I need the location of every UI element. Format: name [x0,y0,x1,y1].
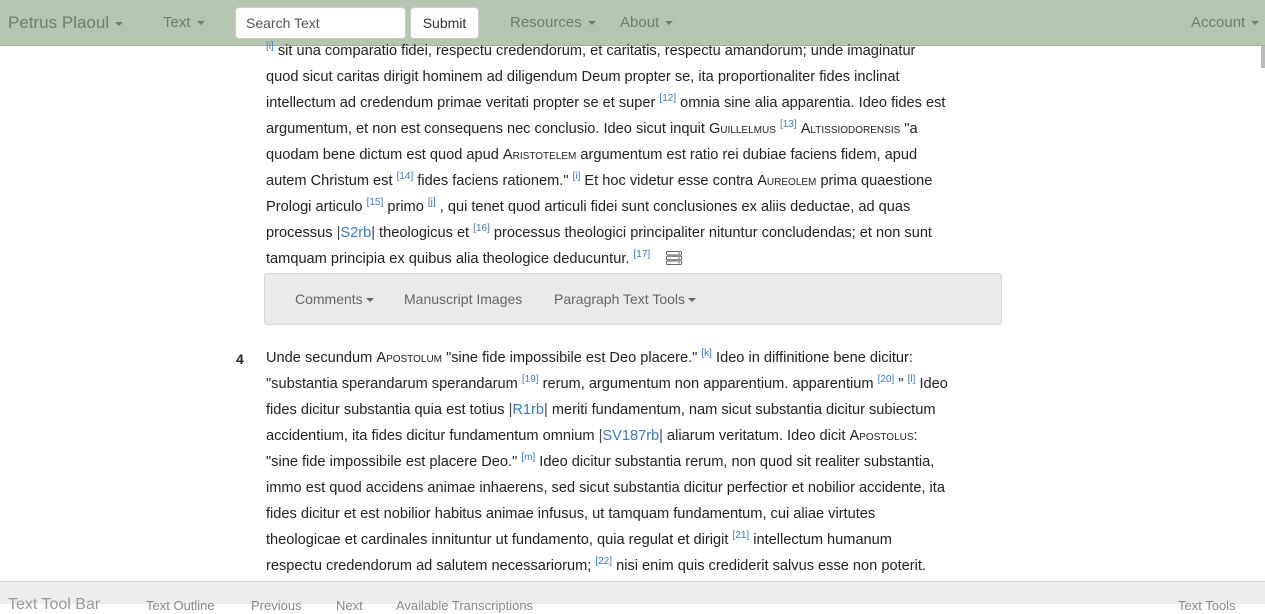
text-run: fides dicitur et est nobilior habitus animae infusus, ut tamquam fundamentum, cui aliae virtutes [266,506,876,522]
text-outline-link[interactable]: Text Outline [146,598,215,613]
footnote-marker[interactable]: [l] [907,374,916,385]
text-run: theologicus et [375,225,474,241]
chevron-down-icon [665,21,673,25]
para3-line-3 [266,90,1000,116]
chevron-down-icon [688,298,696,302]
text-run: Ideo [915,376,948,392]
footnote-marker[interactable]: [14] [396,171,414,182]
chevron-down-icon [1251,21,1259,25]
para4-line-2 [266,371,1000,397]
manuscript-images-label: Manuscript Images [404,291,523,307]
footnote-marker[interactable]: [i] [572,171,581,182]
person-name: Altissiodorensis [800,121,901,137]
manuscript-folio-link[interactable]: R1rb [512,402,544,418]
para3-line-6 [266,168,1000,194]
text-run: prima quaestione [816,173,933,189]
account-menu-label: Account [1191,14,1246,31]
text-menu[interactable] [163,14,205,31]
para4-line-6 [266,475,1000,501]
text-run: : [913,428,918,444]
text-run: Prologi articulo [266,199,367,215]
search-input[interactable] [235,7,406,39]
text-run: quod sicut caritas dirigit hominem ad diligendum Deum propter se, ita proportionaliter fides inclinat [266,69,900,85]
text-run: argumentum, et non est consequens nec conclusio. Ideo sicut inquit [266,121,709,137]
person-name: Guillelmus [708,121,776,137]
paragraph-3 [266,38,1000,272]
about-menu[interactable] [620,14,673,31]
text-run: Unde secundum [266,350,377,366]
previous-link[interactable]: Previous [251,598,302,613]
manuscript-folio-link[interactable]: S2rb [340,225,372,241]
para3-line-2 [266,64,1000,90]
text-run: intellectum ad credendum primae veritati propter se et super [266,95,660,111]
text-run: "a [900,121,918,137]
para4-line-1 [266,345,1000,371]
text-run: immo est quod accidens animae inhaerens, sed sicut substantia dicitur perfectior et nobilior accidente, ita [266,480,945,496]
text-run: , qui tenet quod articuli fidei sunt conclusiones ex aliis deductae, ad quas [435,199,911,215]
footnote-marker[interactable]: [17] [633,249,651,260]
chevron-down-icon [115,22,123,26]
text-run: "substantia sperandarum sperandarum [266,376,522,392]
person-name: Apostolus [849,428,914,444]
text-run: intellectum humanum [749,532,892,548]
footnote-marker[interactable]: [21] [732,530,750,541]
footnote-marker[interactable]: [m] [521,452,536,463]
resources-menu-label: Resources [510,14,582,31]
text-run: meriti fundamentum, nam sicut substantia dicitur subiectum [547,402,936,418]
paragraph-4 [266,345,1000,579]
para3-line-1 [266,38,1000,64]
footnote-marker[interactable]: [12] [659,93,677,104]
available-transcriptions-link[interactable]: Available Transcriptions [396,598,534,613]
text-run: aliarum veritatum. Ideo dicit [662,428,850,444]
text-run: Et hoc videtur esse contra [580,173,758,189]
para4-line-3: fides dicitur substantia quia est totius |R1rb| meriti fundamentum, nam sicut substantia dicitur subiectum [266,402,936,418]
para3-line-4 [266,116,1000,142]
text-run: Ideo in diffinitione bene dicitur: [711,350,913,366]
text-tools-link[interactable]: Text Tools [1178,598,1236,613]
manuscript-images-link[interactable] [404,291,522,307]
chevron-down-icon [197,21,205,25]
para4-line-9 [266,553,1000,579]
text-run: fides dicitur substantia quia est totius [266,402,509,418]
text-run: argumentum est ratio rei dubiae faciens fidem, apud [576,147,918,163]
text-tool-bar [0,581,1265,613]
comments-label: Comments [295,291,363,307]
resources-menu[interactable] [510,14,596,31]
footnote-marker[interactable]: [15] [366,197,384,208]
scrollbar-thumb[interactable] [1261,46,1265,68]
text-run: nisi enim quis crediderit salvus esse non poterit. [612,558,926,574]
text-run: "sine fide impossibile est placere Deo." [266,454,522,470]
footnote-marker[interactable]: [19] [521,374,539,385]
account-menu[interactable] [1191,14,1259,31]
brand-label: Petrus Plaoul [8,13,110,32]
person-name: Aristotelem [502,147,577,163]
next-link[interactable]: Next [336,598,363,613]
footnote-marker[interactable]: [20] [877,374,895,385]
para3-line-8: processus |S2rb| theologicus et [16] processus theologici principaliter nituntur concludendas; et non sunt [266,223,932,241]
para4-line-8 [266,527,1000,553]
person-name: Aureolem [757,173,817,189]
manuscript-folio-link[interactable]: SV187rb [602,428,660,444]
para4-line-4: accidentium, ita fides dicitur fundamentum omnium |SV187rb| aliarum veritatum. Ideo dicit Apostolus: [266,428,918,444]
text-run: Ideo dicitur substantia rerum, non quod sit realiter substantia, [535,454,935,470]
brand-menu[interactable] [8,13,123,33]
paragraph-text-tools-dropdown[interactable] [554,291,696,307]
text-run: autem Christum est [266,173,397,189]
text-run: omnia sine alia apparentia. Ideo fides est [676,95,946,111]
text-run: quodam bene dictum est quod apud [266,147,503,163]
footnote-marker[interactable]: [13] [779,119,797,130]
comments-dropdown[interactable] [295,291,374,307]
para3-line-5 [266,142,1000,168]
para3-line-9 [266,246,1000,272]
server-stack-icon[interactable] [666,251,682,265]
para4-line-7 [266,501,1000,527]
footnote-marker[interactable]: [j] [427,197,436,208]
paragraph-number: 4 [236,351,244,367]
text-run: primo [383,199,428,215]
chevron-down-icon [588,21,596,25]
text-run: tamquam principia ex quibus alia theologice deducuntur. [266,251,634,267]
text-run: accidentium, ita fides dicitur fundamentum omnium [266,428,599,444]
paragraph-tools-panel [264,273,1002,325]
text-menu-label: Text [163,14,191,31]
paragraph-text-tools-label: Paragraph Text Tools [554,291,686,307]
text-run: processus [266,225,337,241]
footnote-marker[interactable]: [16] [473,223,490,234]
text-run: processus theologici principaliter nituntur concludendas; et non sunt [489,225,932,241]
submit-button[interactable]: Submit [410,7,479,39]
chevron-down-icon [366,298,374,302]
text-run: "sine fide impossibile est Deo placere." [442,350,702,366]
footnote-marker[interactable]: [i] [266,41,274,52]
text-tool-bar-title: Text Tool Bar [8,596,101,613]
text-run: sit una comparatio fidei, respectu credendorum, et caritatis, respectu amandorum; unde imaginatur [273,43,916,59]
para3-line-7 [266,194,1000,220]
para4-line-5 [266,449,1000,475]
text-run: respectu credendorum ad salutem necessariorum; [266,558,596,574]
text-run: theologicae et cardinales innituntur ut fundamento, quia regulat et dirigit [266,532,733,548]
text-run: rerum, argumentum non apparentium. apparentium [538,376,878,392]
about-menu-label: About [620,14,660,31]
footnote-marker[interactable]: [22] [595,556,613,567]
person-name: Apostolum [376,350,443,366]
text-run: " [894,376,908,392]
text-run: fides faciens rationem." [413,173,573,189]
footnote-marker[interactable]: [k] [701,348,712,359]
